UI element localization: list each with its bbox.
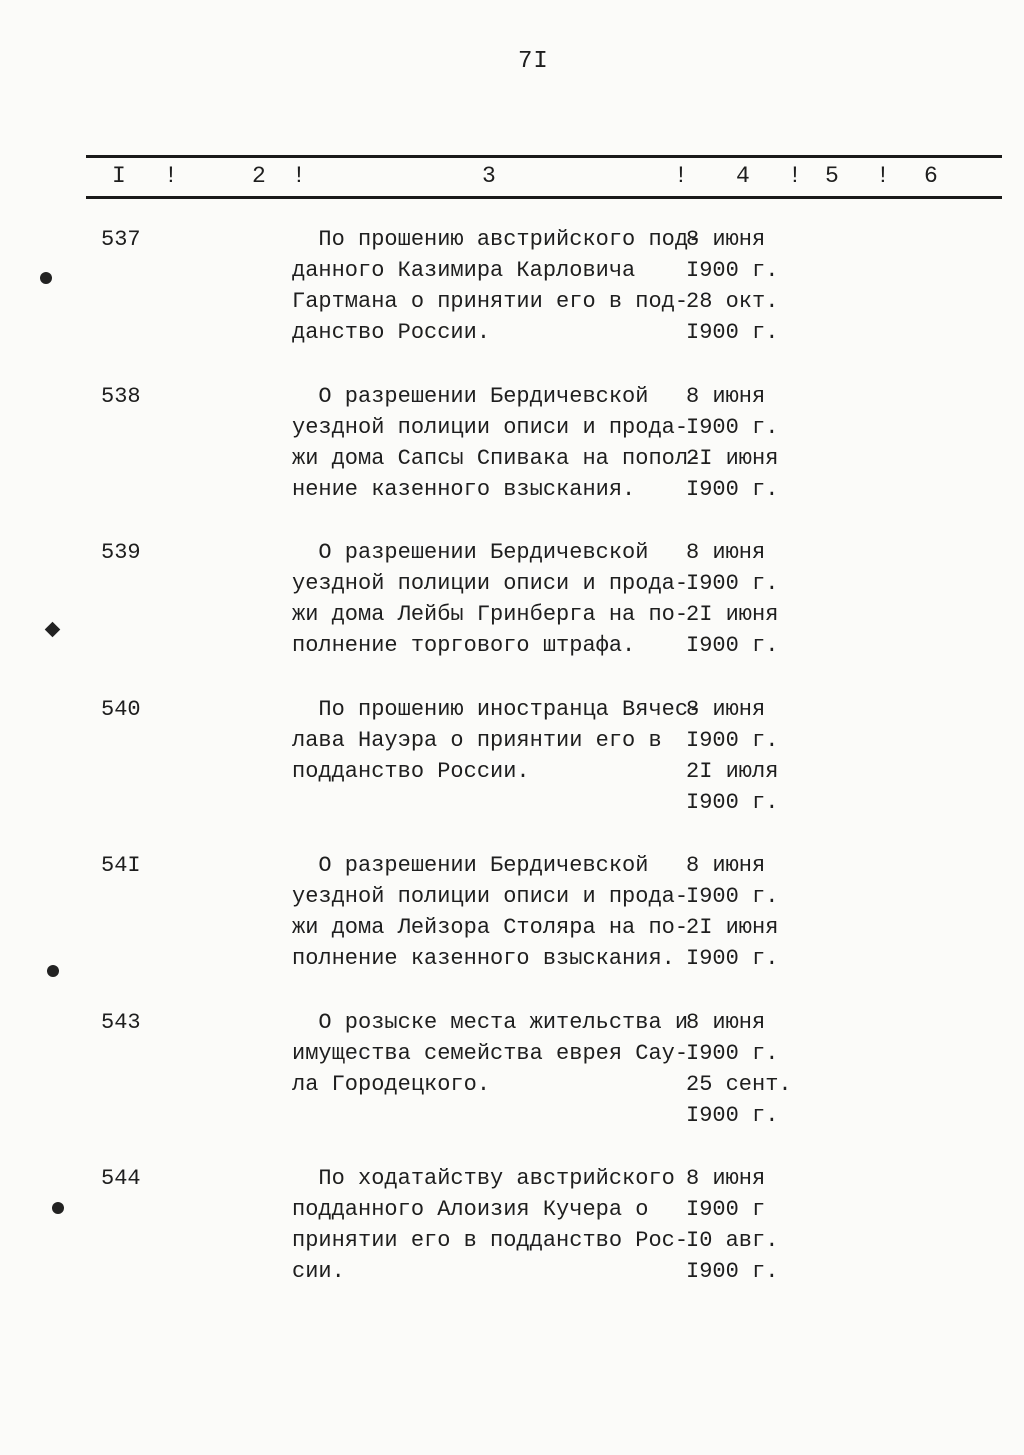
title-line: принятии его в подданство Рос- [292, 1228, 689, 1253]
column-header-6: 6 [924, 163, 938, 189]
date-line: I900 г. [686, 884, 779, 909]
record-entry [0, 224, 1024, 381]
title-line: данство России. [292, 320, 491, 345]
column-separator: ! [674, 163, 688, 189]
date-line: 25 сент. [686, 1071, 792, 1097]
column-separator: ! [788, 163, 802, 189]
title-line: подданного Алоизия Кучера о [292, 1197, 649, 1222]
record-title [292, 1163, 689, 1287]
date-line: 28 окт. [686, 289, 779, 314]
title-line: имущества семейства еврея Сау- [292, 1040, 689, 1066]
date-line: 8 июня [686, 383, 766, 409]
date-line: 2I июня [686, 915, 779, 940]
title-line: О разрешении Бердичевской [292, 853, 649, 878]
title-line: жи дома Лейбы Гринберга на по- [292, 602, 689, 627]
title-line: полнение торгового штрафа. [292, 633, 636, 658]
header-top-rule [86, 155, 1002, 158]
record-dates [686, 537, 806, 661]
records-list [0, 224, 1024, 1320]
date-line: I900 г. [686, 727, 779, 753]
date-line: 8 июня [686, 540, 766, 565]
date-line: I900 г [686, 1197, 766, 1222]
title-line: По прошению иностранца Вячес- [292, 696, 702, 722]
date-line: I900 г. [686, 320, 779, 345]
date-line: 2I июля [686, 758, 779, 784]
column-separator: ! [292, 163, 306, 189]
record-entry [0, 537, 1024, 694]
page-number: 7I [518, 48, 549, 75]
header-bottom-rule [86, 196, 1002, 199]
record-entry [0, 1163, 1024, 1320]
record-number: 540 [101, 696, 141, 722]
punch-hole-mark [52, 1202, 64, 1214]
title-line: О разрешении Бердичевской [292, 540, 649, 565]
record-title [292, 381, 702, 505]
date-line: I900 г. [686, 633, 779, 658]
record-number: 537 [101, 227, 141, 252]
date-line: 8 июня [686, 696, 766, 722]
record-dates [686, 694, 806, 818]
record-title [292, 850, 689, 974]
column-header-5: 5 [825, 163, 839, 189]
title-line: уездной полиции описи и прода- [292, 884, 689, 909]
record-number: 539 [101, 540, 141, 565]
title-line: О розыске места жительства и [292, 1009, 689, 1035]
column-separator: ! [164, 163, 178, 189]
date-line: 2I июня [686, 602, 779, 627]
title-line: ла Городецкого. [292, 1071, 491, 1097]
column-header-3: 3 [482, 163, 496, 189]
column-header-4: 4 [736, 163, 750, 189]
record-entry [0, 850, 1024, 1007]
record-number: 544 [101, 1166, 141, 1191]
record-number: 543 [101, 1009, 141, 1035]
title-line: подданство России. [292, 758, 530, 784]
date-line: I0 авг. [686, 1228, 779, 1253]
title-line: полнение казенного взыскания. [292, 946, 675, 971]
record-entry [0, 694, 1024, 851]
date-line: I900 г. [686, 476, 779, 502]
title-line: О разрешении Бердичевской [292, 383, 649, 409]
record-title [292, 224, 702, 348]
date-line: I900 г. [686, 258, 779, 283]
record-dates [686, 1163, 806, 1287]
column-header-2: 2 [252, 163, 266, 189]
record-title [292, 1007, 689, 1100]
date-line: I900 г. [686, 1102, 779, 1128]
title-line: жи дома Сапсы Спивака на попол- [292, 445, 702, 471]
title-line: жи дома Лейзора Столяра на по- [292, 915, 689, 940]
title-line: лава Науэра о приянтии его в [292, 727, 662, 753]
date-line: I900 г. [686, 946, 779, 971]
date-line: 8 июня [686, 1009, 766, 1035]
record-dates [686, 1007, 806, 1131]
date-line: 2I июня [686, 445, 779, 471]
date-line: I900 г. [686, 789, 779, 815]
date-line: I900 г. [686, 1040, 779, 1066]
column-separator: ! [876, 163, 890, 189]
record-dates [686, 381, 806, 505]
date-line: 8 июня [686, 227, 766, 252]
date-line: I900 г. [686, 1259, 779, 1284]
title-line: уездной полиции описи и прода- [292, 414, 689, 440]
date-line: 8 июня [686, 1166, 766, 1191]
record-entry [0, 381, 1024, 538]
record-number: 538 [101, 383, 141, 409]
record-title [292, 694, 702, 787]
punch-hole-mark [47, 965, 59, 977]
record-number: 54I [101, 853, 141, 878]
date-line: 8 июня [686, 853, 766, 878]
punch-hole-mark [40, 272, 52, 284]
title-line: уездной полиции описи и прода- [292, 571, 689, 596]
record-dates [686, 224, 806, 348]
date-line: I900 г. [686, 571, 779, 596]
title-line: По ходатайству австрийского [292, 1166, 675, 1191]
record-dates [686, 850, 806, 974]
column-header-row [0, 163, 1024, 193]
title-line: нение казенного взыскания. [292, 476, 636, 502]
date-line: I900 г. [686, 414, 779, 440]
title-line: данного Казимира Карловича [292, 258, 636, 283]
title-line: Гартмана о принятии его в под- [292, 289, 689, 314]
record-entry [0, 1007, 1024, 1164]
column-header-1: I [112, 163, 126, 189]
title-line: По прошению австрийского под- [292, 227, 702, 252]
title-line: сии. [292, 1259, 345, 1284]
record-title [292, 537, 689, 661]
